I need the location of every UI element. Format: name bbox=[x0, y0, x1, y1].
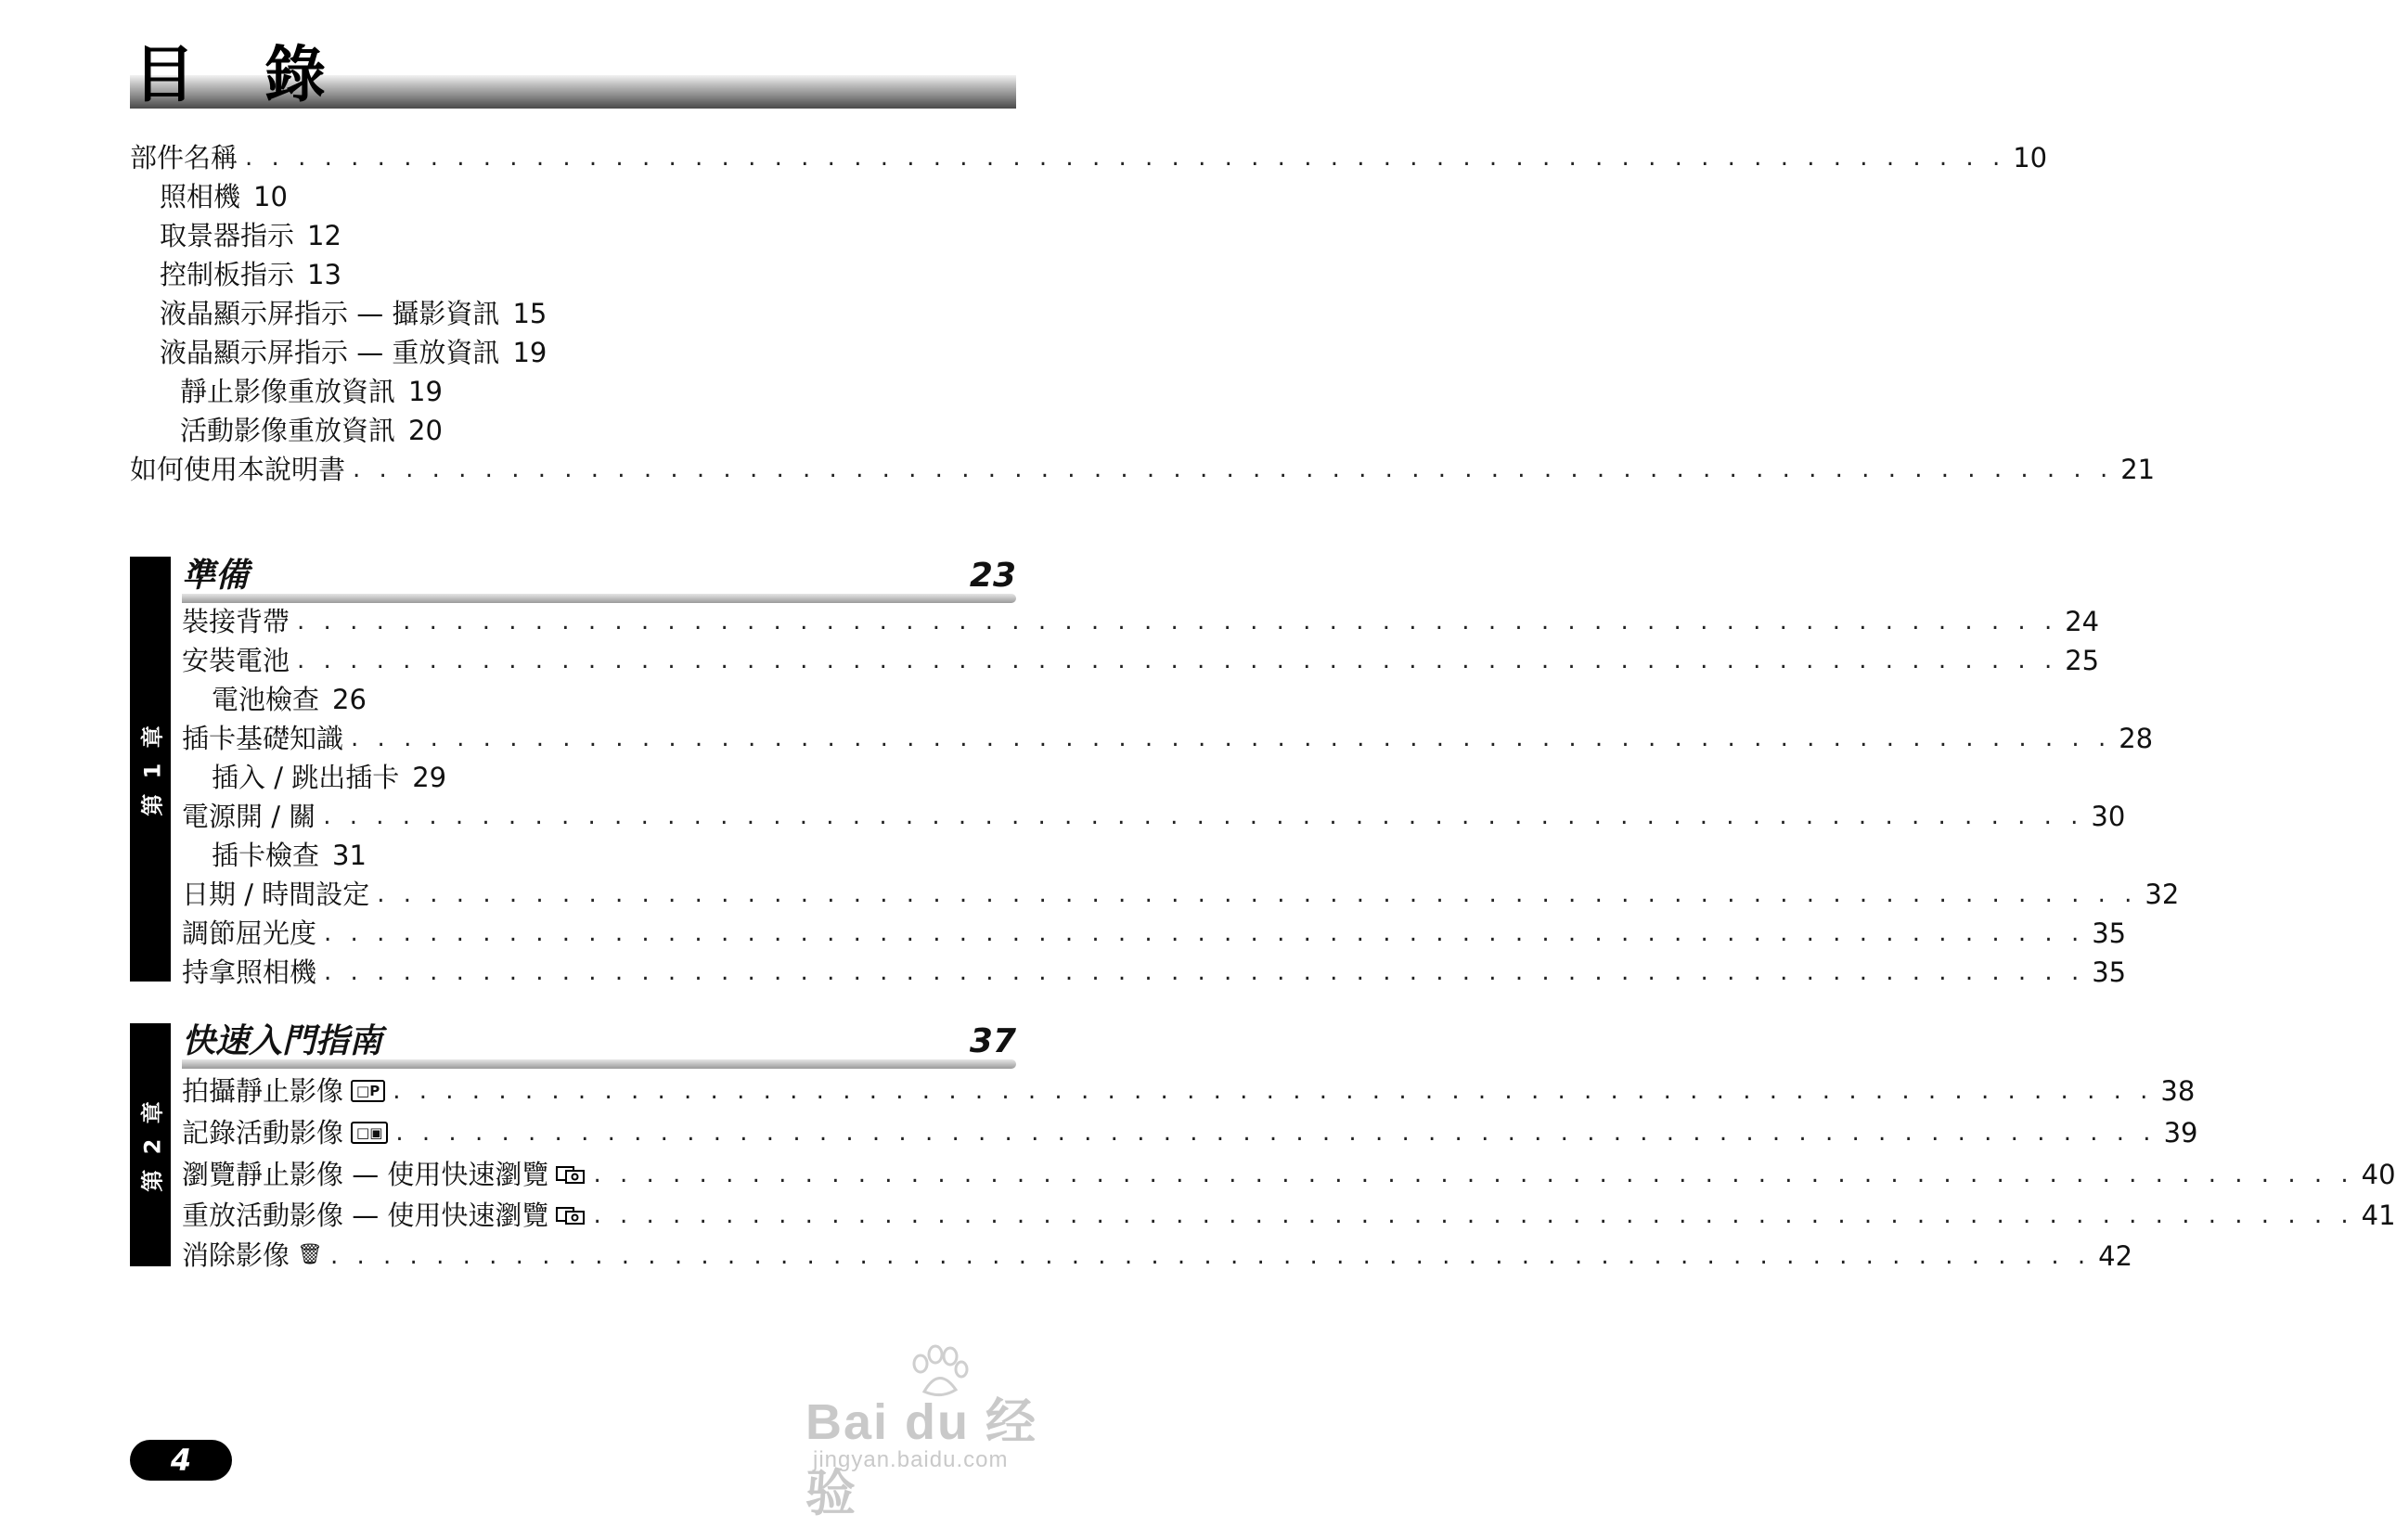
toc-label bbox=[182, 1238, 323, 1274]
toc-label: 電源開 / 關 bbox=[182, 801, 316, 832]
toc-row-parts[interactable] bbox=[130, 141, 2048, 174]
toc-label: 如何使用本說明書 bbox=[130, 454, 346, 485]
page-title bbox=[130, 39, 1016, 111]
program-mode-icon: □P bbox=[351, 1080, 385, 1102]
toc-subrow-control-panel[interactable] bbox=[160, 258, 341, 291]
toc-page: 30 bbox=[2091, 801, 2126, 832]
dot-leader: . . . . . . . . . . . . . . . . . . . . . . . . . . . . . . . . . . . . . . . . . . . . . . . . . . . . . . . . . . . . . . . . . . . bbox=[351, 725, 2112, 752]
toc-subrow-lcd-shooting[interactable] bbox=[160, 297, 547, 330]
toc-page: 13 bbox=[307, 259, 341, 290]
toc-row-strap[interactable] bbox=[182, 605, 2100, 638]
toc-label: 日期 / 時間設定 bbox=[182, 879, 370, 910]
toc-label: 控制板指示 bbox=[160, 259, 295, 290]
title-text: 目 錄 bbox=[134, 39, 350, 110]
baidu-watermark bbox=[805, 1345, 1084, 1521]
watermark-sub: jingyan.baidu.com bbox=[813, 1447, 1009, 1472]
watermark-main: Bai du 经验 bbox=[805, 1394, 1038, 1521]
dot-leader: . . . . . . . . . . . . . . . . . . . . . . . . . . . . . . . . . . . . . . . . . . . . . . . . . . . . . . . . . . . . . . . . . . . bbox=[353, 456, 2114, 483]
chapter-2-title: 快速入門指南 bbox=[182, 1022, 383, 1060]
chapter-1-heading[interactable] bbox=[182, 555, 1016, 603]
toc-label: 液晶顯示屏指示 — 重放資訊 bbox=[160, 337, 500, 368]
toc-label: 裝接背帶 bbox=[182, 606, 290, 637]
toc-page: 10 bbox=[253, 181, 288, 212]
toc-subrow-camera[interactable] bbox=[160, 180, 288, 213]
toc-label: 電池檢查 bbox=[212, 684, 320, 715]
toc-label-text: 拍攝靜止影像 bbox=[182, 1075, 344, 1107]
dot-leader: . . . . . . . . . . . . . . . . . . . . . . . . . . . . . . . . . . . . . . . . . . . . . . . . . . . . . . . . . . . . . . . . . . . bbox=[245, 144, 2006, 172]
program-mode-letter: P bbox=[369, 1083, 380, 1099]
dot-leader: . . . . . . . . . . . . . . . . . . . . . . . . . . . . . . . . . . . . . . . . . . . . . . . . . . . . . . . . . . . . . . . . . . . bbox=[324, 919, 2085, 947]
toc-row-card-basics[interactable] bbox=[182, 722, 2154, 755]
toc-subrow-card-check[interactable] bbox=[212, 839, 367, 872]
toc-page: 31 bbox=[332, 840, 367, 871]
toc-page: 32 bbox=[2145, 879, 2180, 910]
dot-leader: . . . . . . . . . . . . . . . . . . . . . . . . . . . . . . . . . . . . . . . . . . . . . . . . . . . . . . . . . . . . . . . . . . . bbox=[395, 1119, 2157, 1147]
dot-leader: . . . . . . . . . . . . . . . . . . . . . . . . . . . . . . . . . . . . . . . . . . . . . . . . . . . . . . . . . . . . . . . . . . . bbox=[593, 1161, 2354, 1188]
toc-page: 21 bbox=[2120, 454, 2156, 485]
toc-label: 照相機 bbox=[160, 181, 241, 212]
toc-page: 35 bbox=[2092, 918, 2127, 949]
dot-leader: . . . . . . . . . . . . . . . . . . . . . . . . . . . . . . . . . . . . . . . . . . . . . . . . . . . . . . . . . . . . . . . . . . . bbox=[323, 802, 2084, 830]
toc-subrow-still-playback[interactable] bbox=[180, 375, 443, 408]
chapter-2-heading[interactable] bbox=[182, 1020, 1016, 1069]
toc-page: 39 bbox=[2163, 1117, 2198, 1149]
chapter-1-underline bbox=[182, 594, 1016, 603]
toc-row-movie-recording[interactable] bbox=[182, 1116, 2198, 1149]
toc-page: 25 bbox=[2065, 645, 2100, 676]
toc-label: 插卡基礎知識 bbox=[182, 723, 344, 754]
toc-page: 24 bbox=[2065, 606, 2100, 637]
toc-page: 28 bbox=[2119, 723, 2154, 754]
chapter-1-page: 23 bbox=[969, 557, 1016, 595]
dot-leader: . . . . . . . . . . . . . . . . . . . . . . . . . . . . . . . . . . . . . . . . . . . . . . . . . . . . . . . . . . . . . . . . . . . bbox=[377, 880, 2138, 908]
toc-label bbox=[182, 1074, 385, 1108]
toc-label: 部件名稱 bbox=[130, 142, 238, 173]
toc-subrow-lcd-playback[interactable] bbox=[160, 336, 547, 369]
chapter-2-tab-label: 第 2 章 bbox=[139, 1097, 166, 1192]
dot-leader: . . . . . . . . . . . . . . . . . . . . . . . . . . . . . . . . . . . . . . . . . . . . . . . . . . . . . . . . . . . . . . . . . . . bbox=[297, 647, 2058, 674]
toc-page: 38 bbox=[2160, 1075, 2196, 1107]
toc-row-holding[interactable] bbox=[182, 956, 2127, 989]
toc-row-battery[interactable] bbox=[182, 644, 2100, 677]
dot-leader: . . . . . . . . . . . . . . . . . . . . . . . . . . . . . . . . . . . . . . . . . . . . . . . . . . . . . . . . . . . . . . . . . . . bbox=[324, 958, 2085, 986]
toc-label: 取景器指示 bbox=[160, 220, 295, 251]
toc-label: 液晶顯示屏指示 — 攝影資訊 bbox=[160, 298, 500, 329]
trash-icon: 🗑 bbox=[297, 1243, 323, 1266]
toc-label: 靜止影像重放資訊 bbox=[180, 376, 396, 407]
toc-page: 42 bbox=[2098, 1240, 2133, 1272]
chapter-2-page: 37 bbox=[969, 1022, 1016, 1060]
toc-subrow-movie-playback[interactable] bbox=[180, 414, 443, 447]
chapter-1-title: 準備 bbox=[182, 557, 250, 595]
toc-label bbox=[182, 1199, 586, 1232]
toc-label-text: 瀏覽靜止影像 — 使用快速瀏覽 bbox=[182, 1159, 549, 1190]
page-number-badge: 4 bbox=[130, 1440, 232, 1481]
toc-label bbox=[182, 1158, 586, 1191]
chapter-1-tab-label: 第 1 章 bbox=[139, 722, 166, 816]
toc-page: 35 bbox=[2092, 956, 2127, 988]
toc-page: 15 bbox=[512, 298, 547, 329]
dot-leader: . . . . . . . . . . . . . . . . . . . . . . . . . . . . . . . . . . . . . . . . . . . . . . . . . . . . . . . . . . . . . . . . . . . bbox=[393, 1077, 2154, 1105]
toc-page: 29 bbox=[412, 762, 447, 793]
toc-label: 插卡檢查 bbox=[212, 840, 320, 871]
toc-page: 10 bbox=[2013, 142, 2048, 173]
toc-row-how-to-use[interactable] bbox=[130, 453, 2156, 486]
dot-leader: . . . . . . . . . . . . . . . . . . . . . . . . . . . . . . . . . . . . . . . . . . . . . . . . . . . . . . . . . . . . . . . . . . . bbox=[593, 1201, 2354, 1229]
toc-page: 20 bbox=[408, 415, 443, 446]
toc-subrow-insert-eject[interactable] bbox=[212, 761, 446, 794]
toc-label: 插入 / 跳出插卡 bbox=[212, 762, 400, 793]
toc-label: 持拿照相機 bbox=[182, 956, 317, 988]
chapter-2-tab bbox=[130, 1023, 171, 1266]
toc-label bbox=[182, 1116, 388, 1149]
toc-label: 調節屈光度 bbox=[182, 918, 317, 949]
toc-row-quick-view-still[interactable] bbox=[182, 1158, 2396, 1191]
toc-page: 19 bbox=[408, 376, 443, 407]
toc-page: 12 bbox=[307, 220, 341, 251]
toc-page: 19 bbox=[512, 337, 547, 368]
quick-view-icon bbox=[556, 1205, 586, 1226]
toc-subrow-battery-check[interactable] bbox=[212, 683, 367, 716]
toc-label: 活動影像重放資訊 bbox=[180, 415, 396, 446]
toc-label: 安裝電池 bbox=[182, 645, 290, 676]
quick-view-icon bbox=[556, 1164, 586, 1185]
toc-row-diopter[interactable] bbox=[182, 917, 2127, 950]
dot-leader: . . . . . . . . . . . . . . . . . . . . . . . . . . . . . . . . . . . . . . . . . . . . . . . . . . . . . . . . . . . . . . . . . . . bbox=[297, 608, 2058, 635]
movie-icon: □▣ bbox=[351, 1122, 388, 1144]
toc-row-power[interactable] bbox=[182, 800, 2126, 833]
toc-row-date-time[interactable] bbox=[182, 878, 2180, 911]
toc-page: 41 bbox=[2361, 1200, 2396, 1231]
toc-label-text: 記錄活動影像 bbox=[182, 1117, 344, 1149]
dot-leader: . . . . . . . . . . . . . . . . . . . . . . . . . . . . . . . . . . . . . . . . . . . . . . . . . . . . . . . . . . . . . . . . . . . bbox=[329, 1242, 2092, 1270]
toc-page: 26 bbox=[332, 684, 367, 715]
chapter-1-tab bbox=[130, 557, 171, 982]
toc-row-still-shooting[interactable] bbox=[182, 1074, 2196, 1108]
toc-label-text: 消除影像 bbox=[182, 1239, 290, 1271]
toc-page: 40 bbox=[2361, 1159, 2396, 1190]
toc-subrow-viewfinder[interactable] bbox=[160, 219, 341, 252]
toc-row-quick-view-movie[interactable] bbox=[182, 1199, 2396, 1232]
toc-row-erase[interactable] bbox=[182, 1239, 2133, 1273]
toc-label-text: 重放活動影像 — 使用快速瀏覽 bbox=[182, 1200, 549, 1231]
